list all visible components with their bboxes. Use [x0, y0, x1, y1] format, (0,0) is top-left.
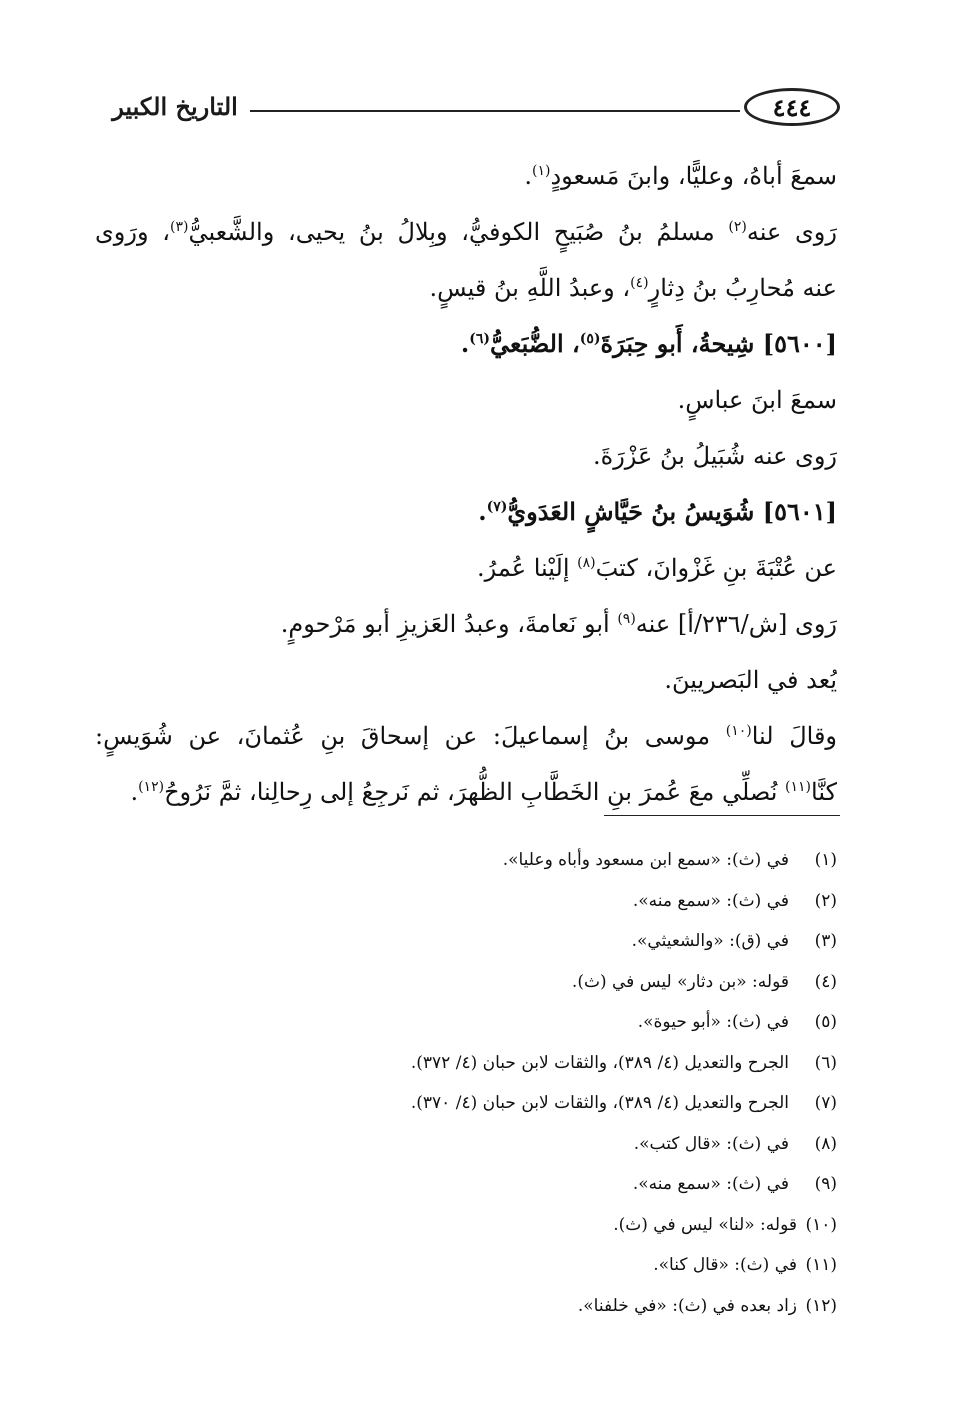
footnote: [137, 1124, 837, 1165]
footnote: [137, 1083, 837, 1124]
footnote-number: (٣): [814, 931, 837, 951]
footnote-ref: (٢): [728, 219, 747, 235]
footnote-ref: (٣): [170, 219, 189, 235]
header-rule: [250, 110, 740, 112]
footnote: [137, 840, 837, 881]
footnote-ref: (٤): [630, 275, 649, 291]
footnote-ref: (٦): [469, 331, 491, 347]
footnote: [137, 881, 837, 922]
footnote-text: قوله: «بن دثار» ليس في (ث).: [571, 971, 789, 992]
footnote-text: في (ث): «قال كنا».: [653, 1255, 797, 1275]
footnote-number: (٥): [814, 1012, 837, 1032]
footnote-ref: (١٠): [725, 723, 752, 739]
footnote: [137, 1002, 837, 1043]
footnotes: [137, 840, 837, 1326]
footnote-ref: (١): [531, 163, 551, 179]
main-text: [95, 148, 837, 820]
footnote-ref: (١٢): [138, 779, 165, 795]
footnote-ref: (٥): [579, 331, 601, 347]
footnote-text: الجرح والتعديل (٤/ ٣٨٩)، والثقات لابن حبان (٤/ ٣٧٠).: [410, 1093, 789, 1113]
footnote-number: (٨): [814, 1133, 837, 1154]
entry-heading-5601: [٥٦٠١] شُوَيسُ بنُ حَيَّاشٍ العَدَويُّ$^{(٧)}$.: [478, 497, 837, 526]
footnote-text: في (ث): «سمع منه».: [632, 890, 789, 911]
footnote-divider: [604, 815, 840, 816]
footnote-number: (١١): [805, 1255, 837, 1275]
footnote: [137, 1286, 837, 1327]
text-line: سمعَ ابنَ عباسٍ.: [677, 386, 837, 414]
footnote-text: في (ث): «قال كتب».: [633, 1133, 789, 1154]
footnote-ref: (٧): [486, 499, 508, 515]
footnote-text: في (ث): «أبو حيوة».: [637, 1012, 789, 1032]
footnote-number: (١٢): [805, 1295, 837, 1316]
text-line: رَوى عنه$^{(٢)}$ مسلمُ بنُ صُبَيحٍ الكوفيُّ، وبِلالُ بنُ يحيى، والشَّعبيُّ$^{(٣)}$، ورَوى: [95, 218, 837, 246]
footnote: [137, 921, 837, 962]
footnote-ref: (٨): [577, 555, 596, 571]
page-number: ٤٤٤: [744, 88, 840, 126]
text-line: رَوى [ش/٢٣٦/أ] عنه$^{(٩)}$ أبو نَعامةَ، وعبدُ العَزيزِ أبو مَرْحومٍ.: [280, 610, 837, 638]
entry-heading-5600: [٥٦٠٠] شِيحةُ، أَبو حِبَرَةَ$^{(٥)}$، الضُّبَعيُّ$^{(٦)}$.: [460, 329, 837, 358]
footnote-number: (٢): [814, 890, 837, 911]
footnote-number: (٧): [814, 1093, 837, 1113]
text-line: سمعَ أباهُ، وعليًّا، وابنَ مَسعودٍ$^{(١)}$.: [524, 162, 837, 190]
text-line: عنه مُحارِبُ بنُ دِثارٍ$^{(٤)}$، وعبدُ اللَّهِ بنُ قيسٍ.: [429, 274, 837, 302]
running-title: التاريخ الكبير: [112, 92, 238, 121]
footnote-number: (٦): [814, 1052, 837, 1073]
page-header: [100, 88, 840, 138]
footnote-number: (١٠): [805, 1214, 837, 1235]
footnote-text: الجرح والتعديل (٤/ ٣٨٩)، والثقات لابن حبان (٤/ ٣٧٢).: [410, 1052, 789, 1073]
footnote-ref: (٩): [617, 611, 636, 627]
footnote-number: (٩): [814, 1174, 837, 1194]
footnote-number: (١): [814, 850, 837, 870]
text-line: وقالَ لنا$^{(١٠)}$ موسى بنُ إسماعيلَ: عن إسحاقَ بنِ عُثمانَ، عن شُوَيسٍ:: [95, 722, 837, 750]
footnote-text: في (ث): «سمع ابن مسعود وأباه وعليا».: [502, 850, 789, 870]
text-line: رَوى عنه شُبَيلُ بنُ عَزْرَةَ.: [593, 442, 837, 470]
footnote-number: (٤): [814, 971, 837, 992]
footnote-text: في (ث): «سمع منه».: [632, 1174, 789, 1194]
footnote: [137, 1043, 837, 1084]
footnote: [137, 962, 837, 1003]
text-line: كنَّا$^{(١١)}$ نُصلِّي معَ عُمرَ بنِ الخَطَّابِ الظُّهرَ، ثم نَرجِعُ إلى رِحالِنا، ثمَّ نَرُوحُ$^{(١٢)}$.: [130, 778, 837, 806]
footnote: [137, 1164, 837, 1205]
footnote: [137, 1205, 837, 1246]
footnote-text: في (ق): «والشعيثي».: [631, 931, 789, 951]
footnote-text: زاد بعده في (ث): «في خلفنا».: [577, 1295, 797, 1316]
text-line: يُعد في البَصريينَ.: [664, 666, 837, 694]
text-line: عن عُتْبَةَ بنِ غَزْوانَ، كتبَ$^{(٨)}$ إلَيْنا عُمرُ.: [477, 554, 837, 582]
footnote-ref: (١١): [785, 779, 812, 795]
footnote-text: قوله: «لنا» ليس في (ث).: [613, 1214, 797, 1235]
footnote: [137, 1245, 837, 1286]
